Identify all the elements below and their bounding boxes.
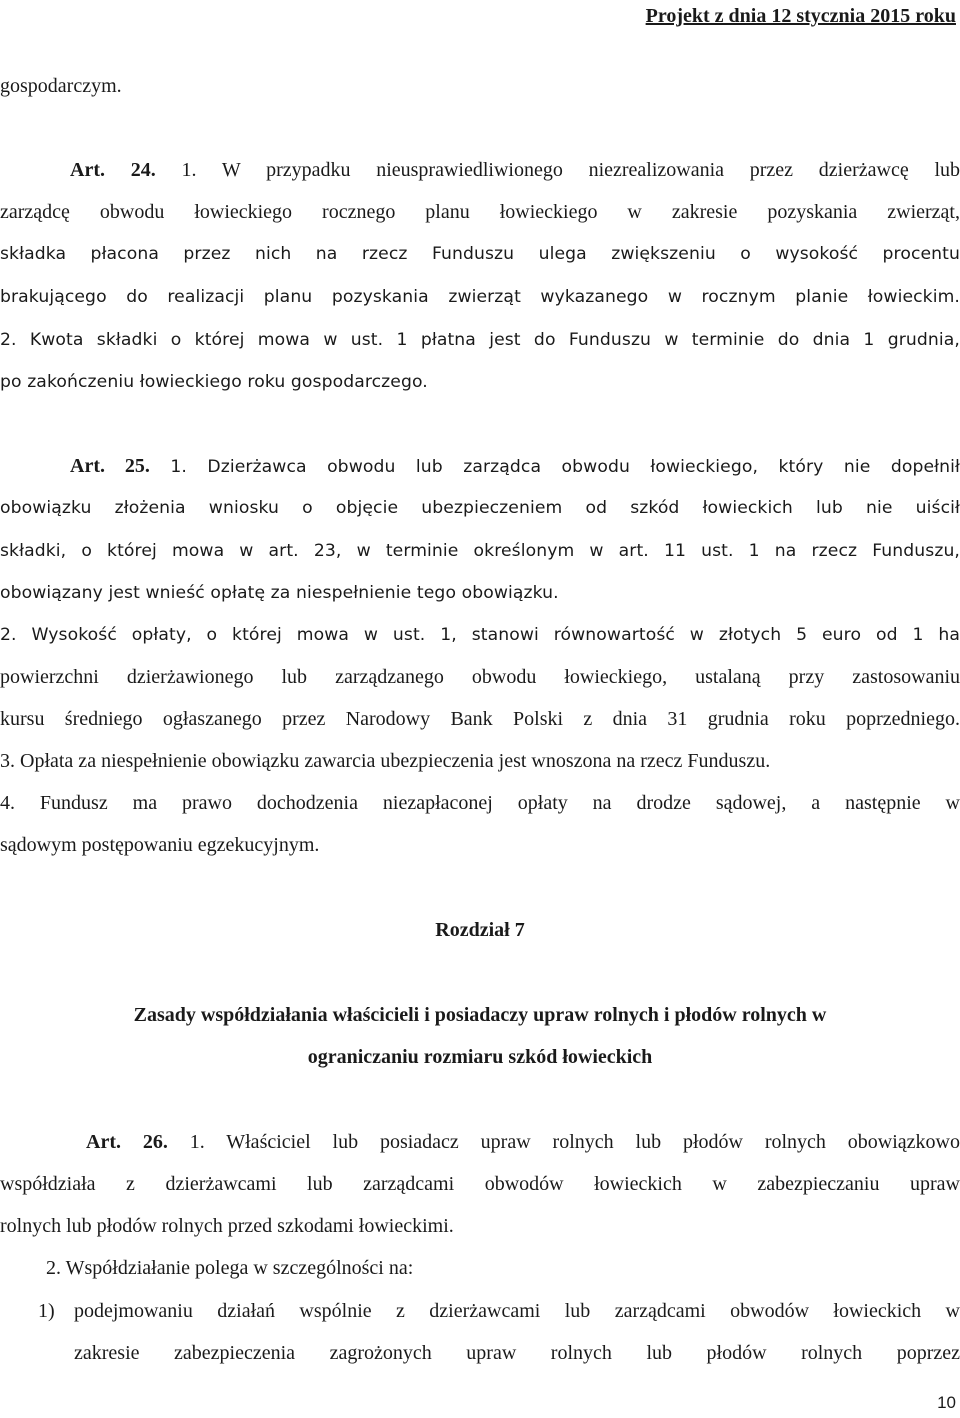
chapter-title-line: Zasady współdziałania właścicieli i posiadaczy upraw rolnych i płodów rolnych w [133,1004,827,1026]
paragraph-line: obowiązku złożenia wniosku o objęcie ubezpieczeniem od szkód łowieckich lub nie uiścił [0,498,960,518]
paragraph-line: 4. Fundusz ma prawo dochodzenia niezapłaconej opłaty na drodze sądowej, a następnie w [0,792,960,814]
paragraph-text: 1. Właściciel lub posiadacz upraw rolnych lub płodów rolnych obowiązkowo [167,1131,960,1153]
paragraph-line: powierzchni dzierżawionego lub zarządzanego obwodu łowieckiego, ustalaną przy zastosowaniu [0,666,960,688]
document-header: Projekt z dnia 12 stycznia 2015 roku [645,5,956,27]
article-24-line [70,156,960,184]
paragraph-line: sądowym postępowaniu egzekucyjnym. [0,834,320,856]
paragraph-line: 3. Opłata za niespełnienie obowiązku zawarcia ubezpieczenia jest wnoszona na rzecz Funduszu. [0,750,771,772]
paragraph-text: 1. Dzierżawca obwodu lub zarządca obwodu łowieckiego, który nie dopełnił [149,457,960,477]
paragraph-line: kursu średniego ogłaszanego przez Narodowy Bank Polski z dnia 31 grudnia roku poprzedniego. [0,708,960,730]
paragraph-text: W przypadku nieusprawiedliwionego niezrealizowania przez dzierżawcę lub [196,159,960,181]
paragraph-line: 2. Współdziałanie polega w szczególności na: [46,1257,414,1279]
paragraph-line: zarządcę obwodu łowieckiego rocznego planu łowieckiego w zakresie pozyskania zwierząt, [0,201,960,223]
paragraph-line: składki, o której mowa w art. 23, w terminie określonym w art. 11 ust. 1 na rzecz Funduszu, [0,541,960,561]
paragraph-number: 1. [155,159,197,181]
list-item-line: zakresie zabezpieczenia zagrożonych upraw rolnych lub płodów rolnych poprzez [74,1342,960,1364]
article-26-line [86,1128,960,1156]
list-item-line: podejmowaniu działań wspólnie z dzierżawcami lub zarządcami obwodów łowieckich w [74,1300,960,1322]
article-25-line [70,452,960,480]
article-label: Art. 25. [70,455,150,477]
paragraph-line: 2. Wysokość opłaty, o której mowa w ust. 1, stanowi równowartość w złotych 5 euro od 1 ha [0,625,960,645]
paragraph-line: rolnych lub płodów rolnych przed szkodami łowieckimi. [0,1215,454,1237]
chapter-title-line: ograniczaniu rozmiaru szkód łowieckich [307,1046,653,1068]
paragraph-line: brakującego do realizacji planu pozyskania zwierząt wykazanego w rocznym planie łowieckim. [0,287,960,307]
paragraph-line: gospodarczym. [0,75,122,97]
article-label: Art. 26. [86,1131,168,1153]
list-item-number: 1) [38,1300,55,1322]
paragraph-line: po zakończeniu łowieckiego roku gospodarczego. [0,372,428,392]
chapter-label: Rozdział 7 [435,919,525,941]
paragraph-line: składka płacona przez nich na rzecz Funduszu ulega zwiększeniu o wysokość procentu [0,244,960,264]
paragraph-line: współdziała z dzierżawcami lub zarządcami obwodów łowieckich w zabezpieczaniu upraw [0,1173,960,1195]
paragraph-line: obowiązany jest wnieść opłatę za niespełnienie tego obowiązku. [0,583,559,603]
article-label: Art. 24. [70,159,156,181]
paragraph-line: 2. Kwota składki o której mowa w ust. 1 płatna jest do Funduszu w terminie do dnia 1 grudnia, [0,330,960,350]
page-number: 10 [937,1393,956,1412]
